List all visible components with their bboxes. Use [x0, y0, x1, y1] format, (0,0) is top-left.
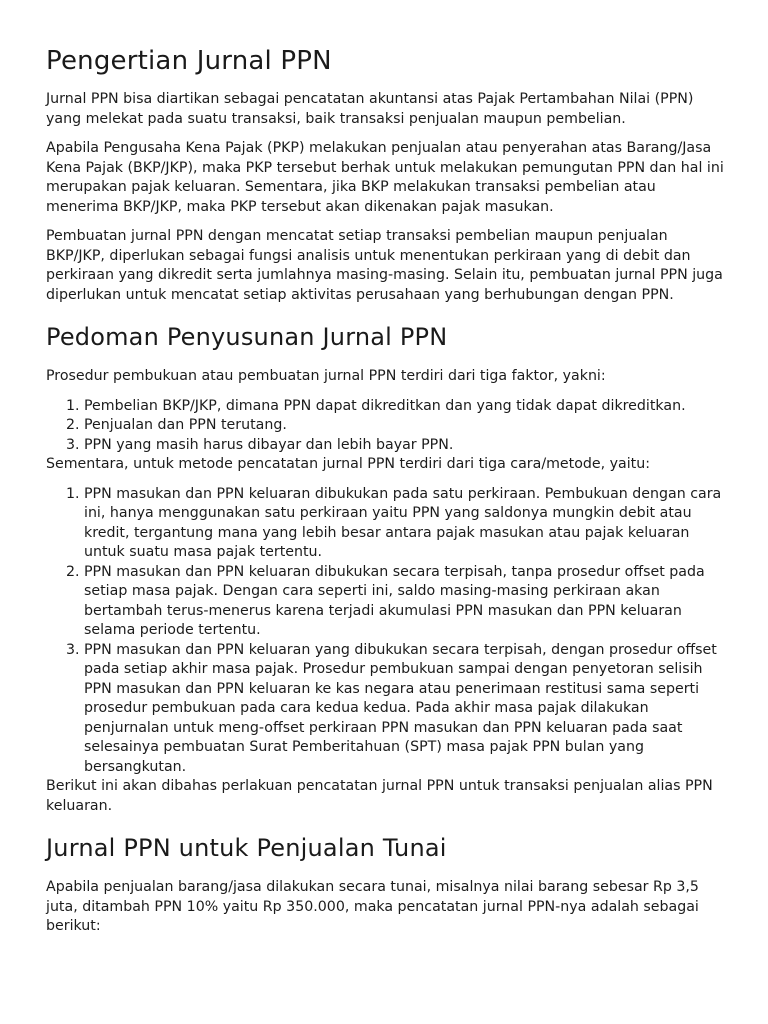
paragraph: Berikut ini akan dibahas perlakuan pencatatan jurnal PPN untuk transaksi penjualan alias PPN keluaran. — [46, 778, 713, 814]
paragraph: Sementara, untuk metode pencatatan jurnal PPN terdiri dari tiga cara/metode, yaitu: — [46, 456, 651, 472]
list-item: 1. Pembelian BKP/JKP, dimana PPN dapat dikreditkan dan yang tidak dapat dikreditkan. — [84, 397, 726, 417]
factor-list — [46, 397, 726, 456]
section-heading-penjualan-tunai: Jurnal PPN untuk Penjualan Tunai — [46, 834, 447, 862]
list-item: 1. PPN masukan dan PPN keluaran dibukukan pada satu perkiraan. Pembukuan dengan cara ini, hanya menggunakan satu perkiraan yaitu PPN yang saldonya mungkin debit atau kredit, tergantung mana yang lebih besar antara pajak masukan atau pajak keluaran untuk suatu masa pajak tertentu. — [84, 485, 726, 563]
paragraph: Pembuatan jurnal PPN dengan mencatat setiap transaksi pembelian maupun penjualan BKP/JKP, diperlukan sebagai fungsi analisis untuk menentukan perkiraan yang di debit dan perkiraan yang dikredit serta jumlahnya masing-masing. Selain itu, pembuatan jurnal PPN juga diperlukan untuk mencatat setiap aktivitas perusahaan yang berhubungan dengan PPN. — [46, 228, 723, 303]
list-item: 2. PPN masukan dan PPN keluaran dibukukan secara terpisah, tanpa prosedur offset pada setiap masa pajak. Dengan cara seperti ini, saldo masing-masing perkiraan akan bertambah terus-menerus karena terjadi akumulasi PPN masukan dan PPN keluaran selama periode tertentu. — [84, 563, 726, 641]
section-heading-pengertian: Pengertian Jurnal PPN — [46, 46, 332, 76]
paragraph: Prosedur pembukuan atau pembuatan jurnal PPN terdiri dari tiga faktor, yakni: — [46, 368, 606, 384]
list-item: 2. Penjualan dan PPN terutang. — [84, 416, 726, 436]
paragraph: Jurnal PPN bisa diartikan sebagai pencatatan akuntansi atas Pajak Pertambahan Nilai (PPN) yang melekat pada suatu transaksi, baik transaksi penjualan maupun pembelian. — [46, 91, 694, 127]
method-list — [46, 485, 726, 778]
list-item: 3. PPN masukan dan PPN keluaran yang dibukukan secara terpisah, dengan prosedur offset pada setiap akhir masa pajak. Prosedur pembukuan sampai dengan penyetoran selisih PPN masukan dan PPN keluaran ke kas negara atau penerimaan restitusi sama seperti prosedur pembukuan pada cara kedua kedua. Pada akhir masa pajak dilakukan penjurnalan untuk meng-offset perkiraan PPN masukan dan PPN keluaran pada saat selesainya pembuatan Surat Pemberitahuan (SPT) masa pajak PPN bulan yang bersangkutan. — [84, 641, 726, 778]
paragraph: Apabila Pengusaha Kena Pajak (PKP) melakukan penjualan atau penyerahan atas Barang/Jasa Kena Pajak (BKP/JKP), maka PKP tersebut berhak untuk melakukan pemungutan PPN dan hal ini merupakan pajak keluaran. Sementara, jika BKP melakukan transaksi pembelian atau menerima BKP/JKP, maka PKP tersebut akan dikenakan pajak masukan. — [46, 140, 724, 215]
list-item: 3. PPN yang masih harus dibayar dan lebih bayar PPN. — [84, 436, 726, 456]
section-heading-pedoman: Pedoman Penyusunan Jurnal PPN — [46, 323, 448, 351]
paragraph: Apabila penjualan barang/jasa dilakukan secara tunai, misalnya nilai barang sebesar Rp 3,5 juta, ditambah PPN 10% yaitu Rp 350.000, maka pencatatan jurnal PPN-nya adalah sebagai berikut: — [46, 879, 699, 934]
document-page — [46, 44, 726, 947]
